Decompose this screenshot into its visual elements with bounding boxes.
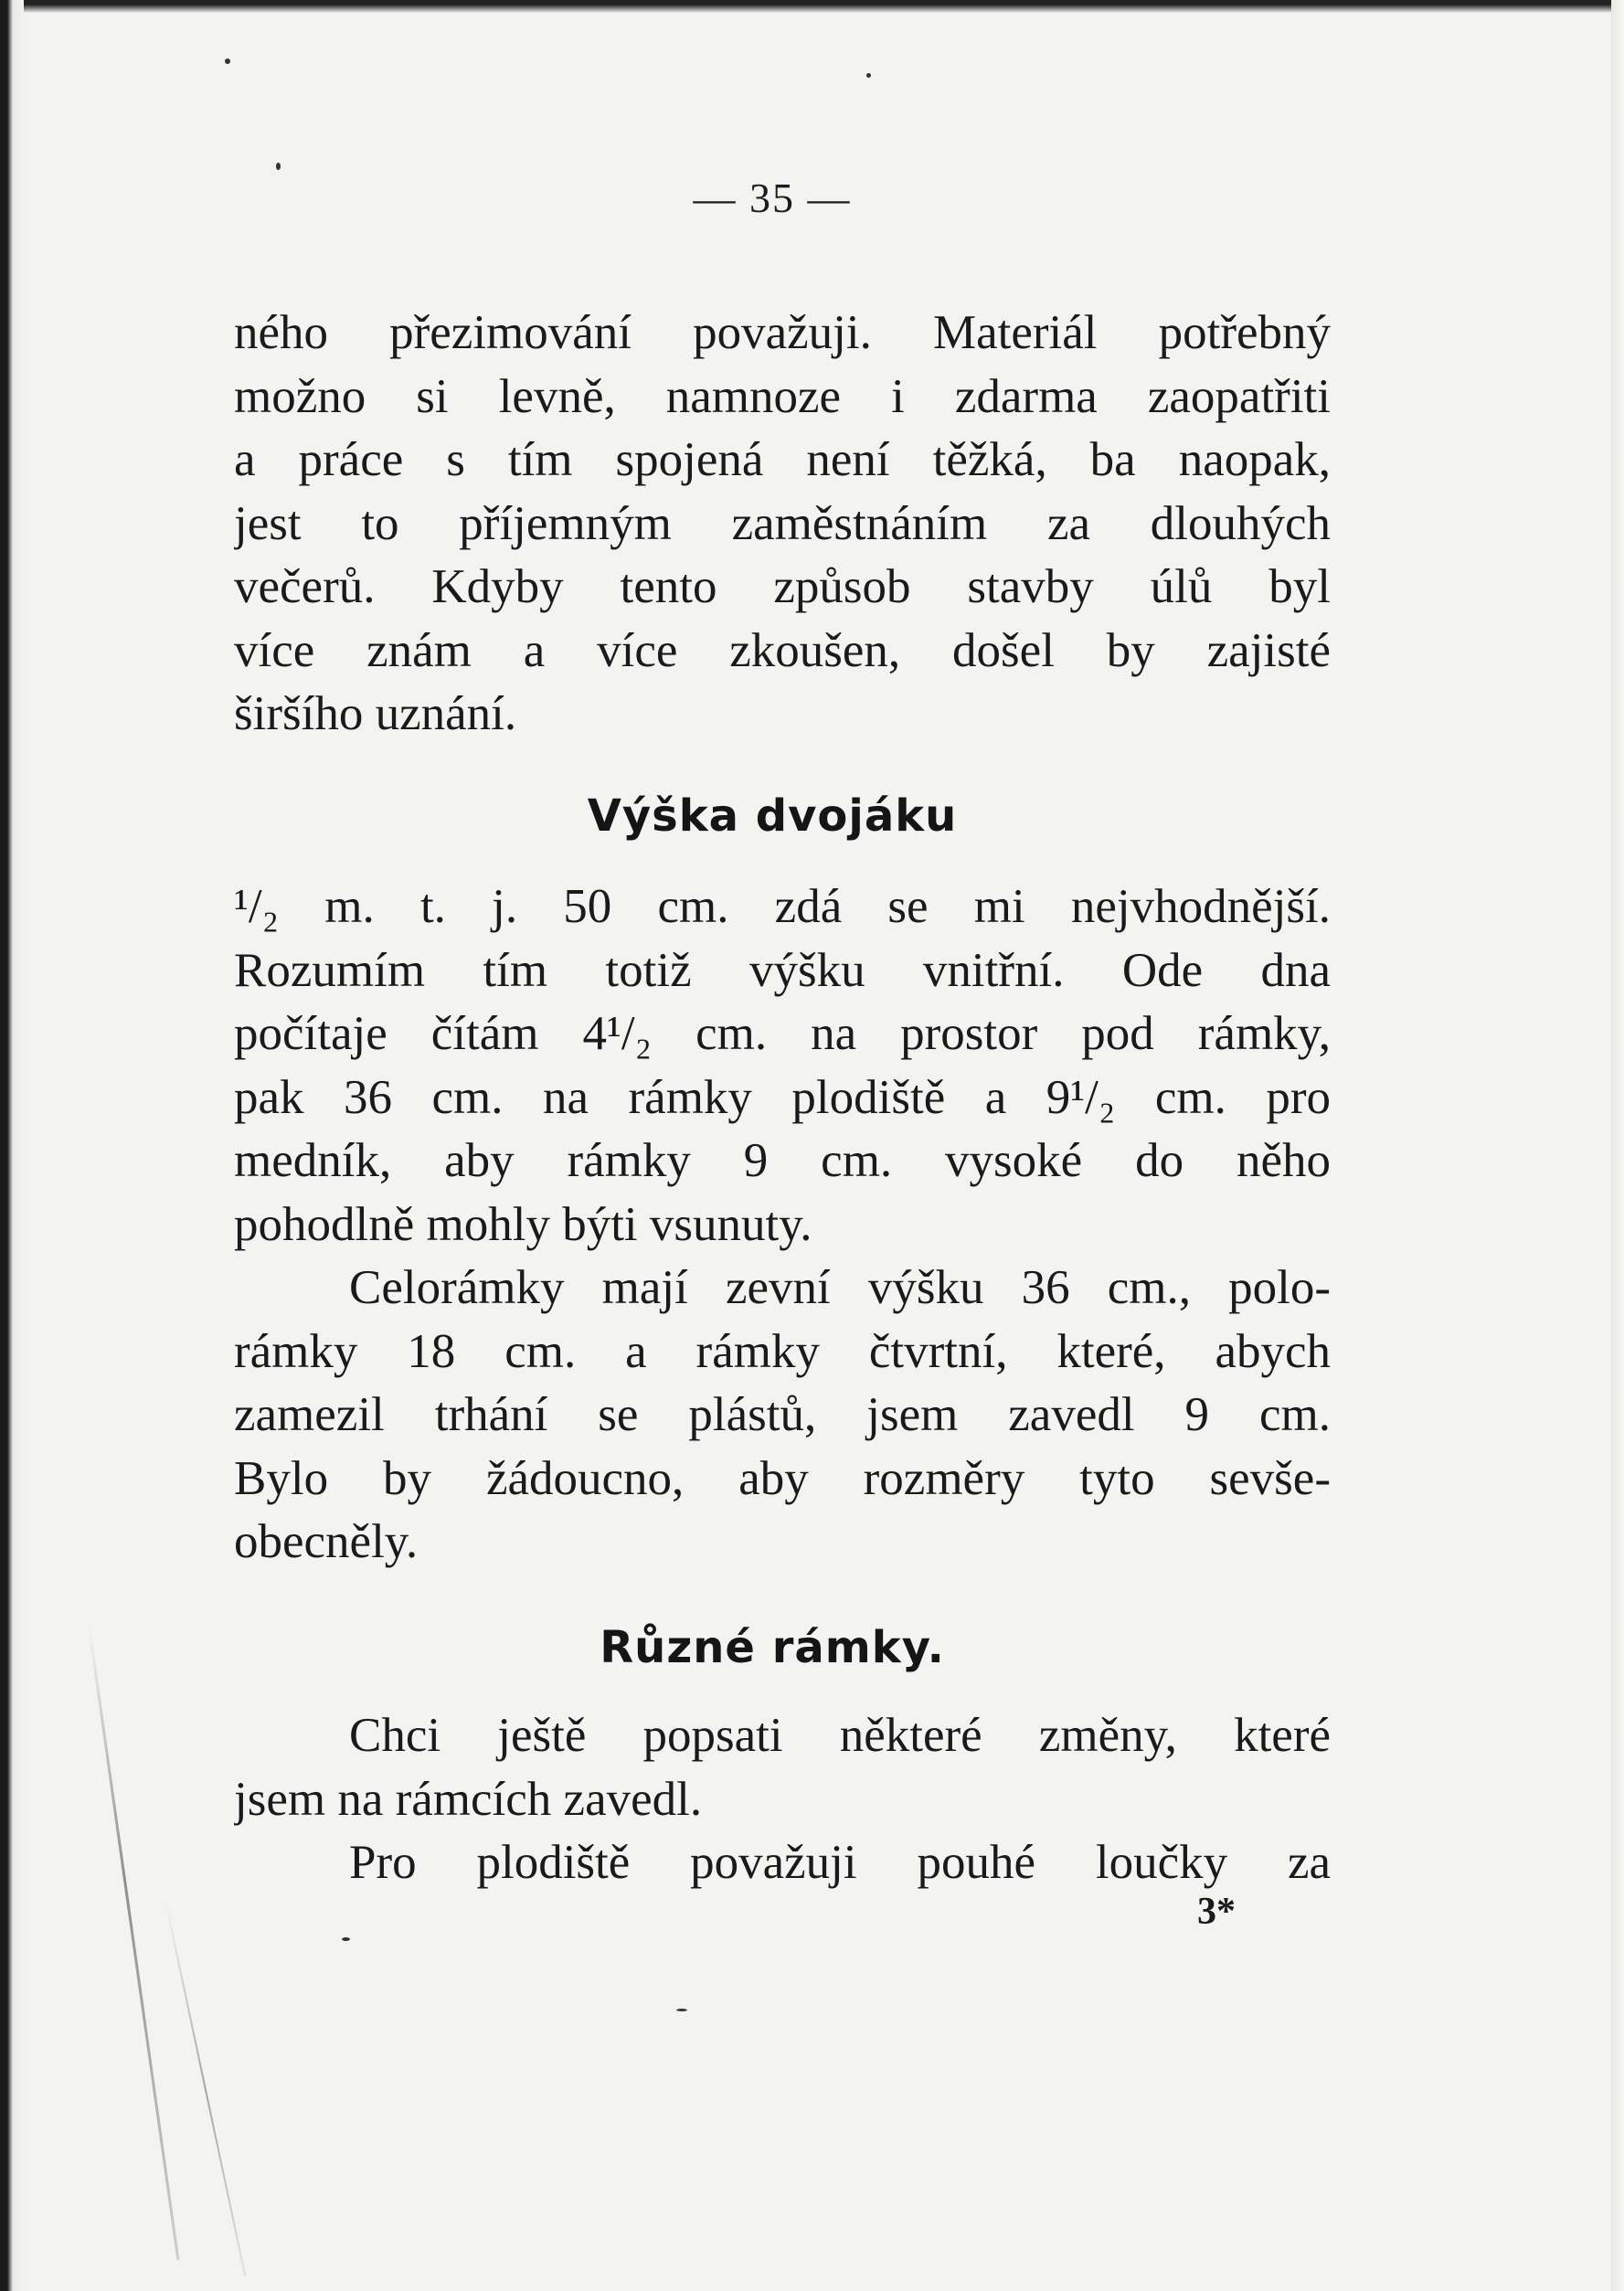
text-line: Chci ještě popsati některé změny, které xyxy=(349,1709,1331,1762)
section-heading: Různé rámky. xyxy=(600,1622,945,1673)
text-line: medník, aby rámky 9 cm. vysoké do něho xyxy=(234,1134,1331,1187)
text-line: večerů. Kdyby tento způsob stavby úlů byl xyxy=(234,560,1331,613)
paper-crease xyxy=(88,1627,179,2261)
text-line: možno si levně, namnoze i zdarma zaopatřiti xyxy=(234,369,1331,423)
text-line: Pro plodiště považuji pouhé loučky za xyxy=(349,1836,1331,1889)
text-line: Bylo by žádoucno, aby rozměry tyto sevše- xyxy=(234,1451,1331,1505)
paragraph xyxy=(234,1831,1331,1895)
text-line: širšího uznání. xyxy=(234,687,517,740)
text-line: a práce s tím spojená není těžká, ba naopak, xyxy=(234,433,1331,486)
text-line: Celorámky mají zevní výšku 36 cm., polo- xyxy=(349,1261,1331,1314)
text-line: Rozumím tím totiž výšku vnitřní. Ode dna xyxy=(234,943,1331,997)
paragraph xyxy=(234,875,1331,1257)
text-line: zamezil trhání se plástů, jsem zavedl 9 cm. xyxy=(234,1388,1331,1441)
text-line: jsem na rámcích zavedl. xyxy=(234,1772,703,1826)
text-line: pohodlně mohly býti vsunuty. xyxy=(234,1197,812,1251)
paragraph xyxy=(234,1257,1331,1575)
text-line: počítaje čítám 4¹/₂ cm. na prostor pod rámky, xyxy=(234,1007,1331,1060)
dust-speck xyxy=(342,1937,350,1941)
signature-mark: 3* xyxy=(1197,1891,1236,1933)
text-line: ného přezimování považuji. Materiál potřebný xyxy=(234,306,1331,359)
page-edge-right xyxy=(1611,0,1624,2291)
paragraph xyxy=(234,302,1331,747)
text-line: obecněly. xyxy=(234,1515,419,1568)
page-edge-left xyxy=(0,0,24,2291)
text-line: jest to příjemným zaměstnáním za dlouhých xyxy=(234,496,1331,550)
text-line: ¹/₂ m. t. j. 50 cm. zdá se mi nejvhodnější. xyxy=(234,880,1331,933)
text-line: rámky 18 cm. a rámky čtvrtní, které, abych xyxy=(234,1324,1331,1378)
dust-speck xyxy=(676,2009,687,2011)
page-edge-top xyxy=(0,0,1624,13)
page-number: — 35 — xyxy=(693,175,852,221)
dust-speck xyxy=(225,58,230,64)
section-heading: Výška dvojáku xyxy=(587,790,958,842)
dust-speck xyxy=(866,73,871,78)
paragraph xyxy=(234,1704,1331,1831)
text-line: pak 36 cm. na rámky plodiště a 9¹/₂ cm. pro xyxy=(234,1070,1331,1124)
paper-crease xyxy=(165,1901,246,2276)
text-line: více znám a více zkoušen, došel by zajisté xyxy=(234,623,1331,677)
dust-speck xyxy=(276,163,281,170)
